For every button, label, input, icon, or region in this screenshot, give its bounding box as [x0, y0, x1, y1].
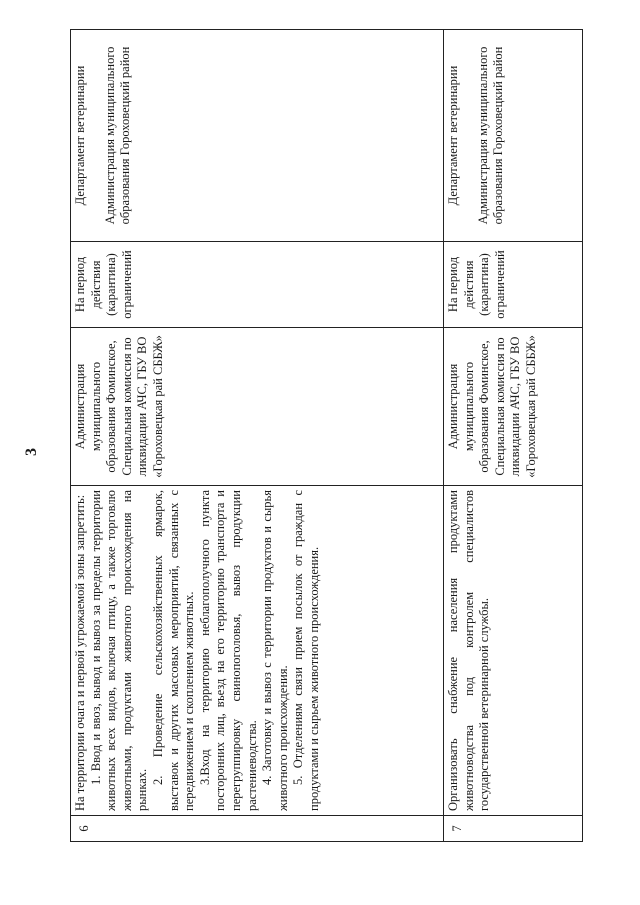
term-cell: На период действия (карантина) ограничений: [71, 242, 444, 328]
row-number: 6: [71, 816, 444, 842]
table-row: [444, 30, 583, 842]
executor-cell: [444, 30, 583, 242]
measures-table: [70, 29, 583, 842]
executor-line: Администрация муниципального образования Гороховецкий район: [102, 46, 133, 225]
responsible-cell: Администрация муниципального образования Фоминское, Специальная комиссия по ликвидации АЧС, ГБУ ВО «Гороховецкая рай СББЖ»: [444, 328, 583, 486]
executor-cell: [71, 30, 444, 242]
measure-line: Организовать снабжение населения продуктами животноводства под контролем специалистов государственной ветеринарной службы.: [446, 490, 492, 811]
row-number: 7: [444, 816, 583, 842]
measure-line: На территории очага и первой угрожаемой зоны запретить:: [73, 494, 87, 811]
measure-line: 5. Отделениям связи прием посылок от граждан с продуктами и сырьем животного происхождения.: [291, 490, 321, 811]
table-row: [71, 30, 444, 842]
measure-cell: [444, 486, 583, 816]
measure-line: 2. Проведение сельскохозяйственных ярмарок, выставок и других массовых мероприятий, связанных с передвижением и скоплением животных.: [150, 490, 197, 811]
measure-cell: [71, 486, 444, 816]
measure-line: 1. Ввод и ввоз, вывод и вывоз за пределы территории животных всех видов, включая птицу, а также торговлю животными, продуктами животного происхождения на рынках.: [88, 490, 150, 811]
executor-line: Департамент ветеринарии: [446, 65, 460, 206]
term-cell: На период действия (карантина) ограничений: [444, 242, 583, 328]
measure-line: 4. Заготовку и вывоз с территории продуктов и сырья животного происхождения.: [260, 490, 290, 811]
executor-line: Администрация муниципального образования Гороховецкий район: [475, 46, 506, 225]
page-number: 3: [23, 448, 40, 456]
executor-line: Департамент ветеринарии: [73, 65, 87, 206]
responsible-cell: Администрация муниципального образования Фоминское, Специальная комиссия по ликвидации АЧС, ГБУ ВО «Гороховецкая рай СББЖ»: [71, 328, 444, 486]
measure-line: 3.Вход на территорию неблагополучного пункта посторонних лиц, въезд на его территорию транспорта и перегруппировку свинопоголовья, вывоз продукции растениеводства.: [197, 490, 259, 811]
rotated-table-container: [70, 30, 582, 842]
